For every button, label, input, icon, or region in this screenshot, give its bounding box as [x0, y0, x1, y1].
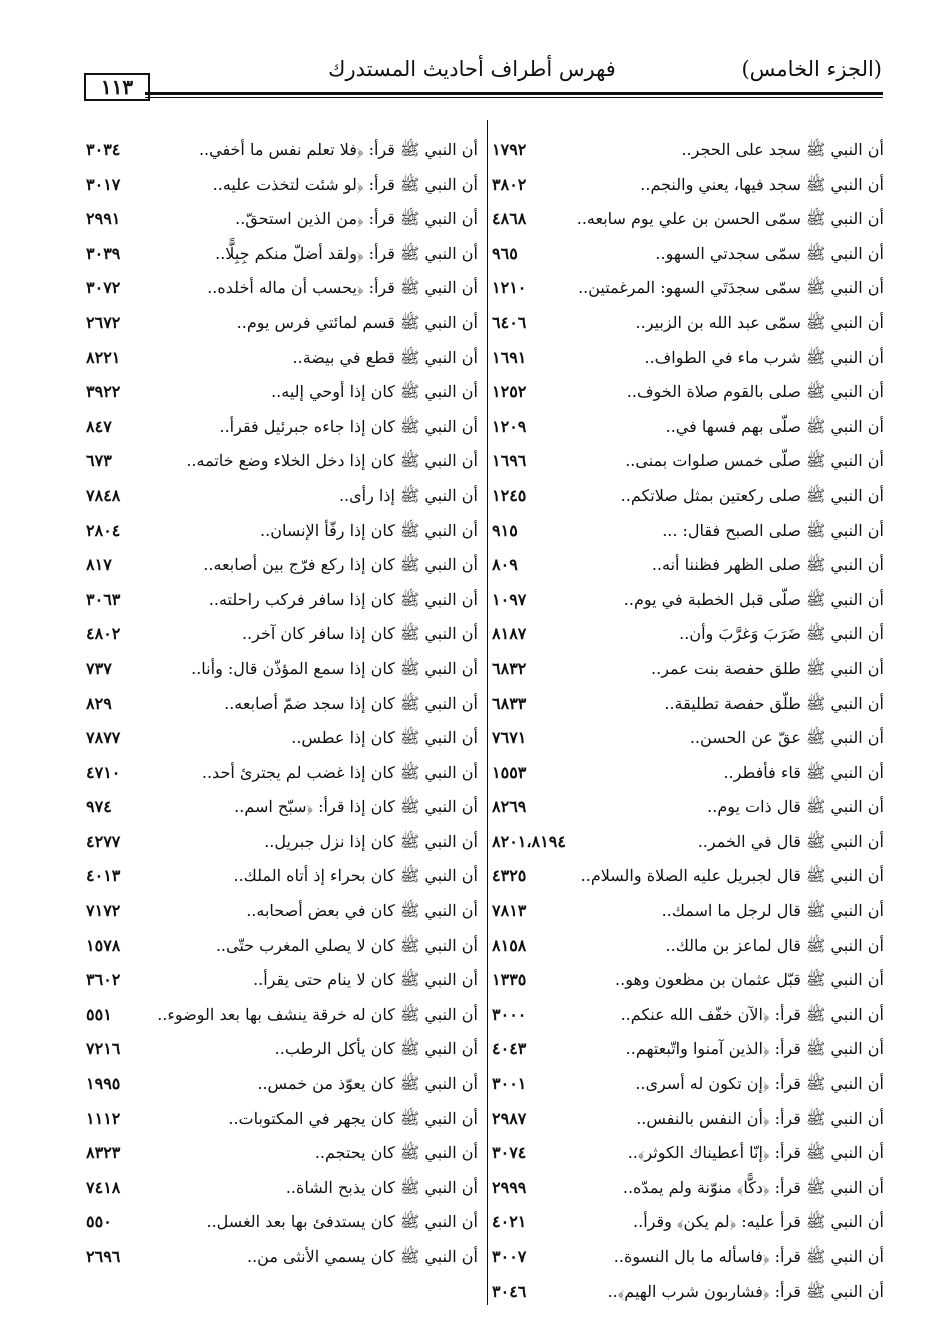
index-entry	[488, 168, 884, 203]
index-entry	[488, 790, 884, 825]
entry-text: أن النبي ﷺ سمّى سجدَتَي السهو: المرغمتين..	[578, 278, 884, 298]
entry-ref-number: ٨١٨٧	[492, 624, 527, 644]
index-entry	[82, 721, 478, 756]
entry-ref-number: ٩١٥	[492, 520, 518, 540]
index-entry	[82, 1205, 478, 1240]
entry-text: أن النبي ﷺ كان إذا ركع فرّج بين أصابعه..	[203, 555, 478, 575]
entry-text: أن النبي ﷺ قرأ: ﴿لو شئت لتخذت عليه..	[212, 174, 478, 194]
entry-text: أن النبي ﷺ كان لا ينام حتى يقرأ..	[253, 970, 478, 990]
entry-ref-number: ٧٣٧	[86, 658, 112, 678]
entry-text: أن النبي ﷺ صلى الصبح فقال: ...	[662, 520, 884, 540]
entry-ref-number: ٣٠٣٤	[86, 140, 121, 159]
index-entry	[488, 617, 884, 652]
entry-ref-number: ٤٠١٣	[86, 866, 121, 886]
index-entry	[488, 1205, 884, 1240]
entry-text: أن النبي ﷺ كان في بعض أصحابه..	[246, 901, 478, 921]
entry-ref-number: ١١١٢	[86, 1108, 121, 1128]
entry-ref-number: ٤٠٢١	[492, 1212, 527, 1232]
entry-ref-number: ٢٦٧٢	[86, 312, 121, 332]
index-entry	[488, 444, 884, 479]
entry-text: أن النبي ﷺ قال ذات يوم..	[707, 797, 884, 817]
index-entry	[488, 1067, 884, 1102]
entry-ref-number: ٧٢١٦	[86, 1039, 121, 1059]
index-entry	[82, 168, 478, 203]
entry-ref-number: ١٢٤٥	[492, 485, 527, 505]
entry-ref-number: ١٥٧٨	[86, 935, 121, 955]
index-entry	[82, 1171, 478, 1206]
entry-ref-number: ٨٢٦٩	[492, 797, 527, 817]
index-entry	[488, 1275, 884, 1310]
entry-text: أن النبي ﷺ كان إذا قرأ: ﴿سبّح اسم..	[234, 797, 478, 817]
entry-text: أن النبي ﷺ كان إذا سافر فركب راحلته..	[208, 589, 478, 609]
entry-ref-number: ١٣٣٥	[492, 970, 527, 990]
entry-ref-number: ٣٠٣٩	[86, 243, 121, 263]
index-entry	[82, 271, 478, 306]
entry-ref-number: ٣٠١٧	[86, 174, 121, 194]
entry-ref-number: ١٢٠٩	[492, 416, 527, 436]
index-entry	[82, 479, 478, 514]
entry-text: أن النبي ﷺ قرأ: ﴿فشاربون شرب الهيم﴾..	[607, 1281, 884, 1301]
index-entry	[82, 652, 478, 687]
index-entry	[488, 479, 884, 514]
index-entry	[488, 306, 884, 341]
entry-text: أن النبي ﷺ قاء فأفطر..	[723, 762, 884, 782]
entry-text: أن النبي ﷺ قرأ: ﴿من الذين استحقّ..	[235, 209, 478, 229]
index-entry	[82, 237, 478, 272]
entry-text: أن النبي ﷺ كان إذا عطس..	[291, 728, 478, 748]
entry-text: أن النبي ﷺ كان إذا دخل الخلاء وضع خاتمه..	[186, 451, 478, 471]
entry-ref-number: ٦٨٣٣	[492, 693, 527, 713]
entry-text: أن النبي ﷺ قسم لمائتي فرس يوم..	[236, 312, 478, 332]
index-entry	[488, 963, 884, 998]
entry-text: أن النبي ﷺ قبّل عثمان بن مظعون وهو..	[615, 970, 884, 990]
entry-text: أن النبي ﷺ صلى ركعتين بمثل صلاتكم..	[620, 485, 884, 505]
entry-ref-number: ٩٦٥	[492, 243, 518, 263]
index-entry	[488, 1136, 884, 1171]
entry-ref-number: ١٧٩٢	[492, 140, 527, 159]
index-entry	[488, 721, 884, 756]
index-entry	[82, 825, 478, 860]
entry-text: أن النبي ﷺ قرأ: ﴿الذين آمنوا واتّبعتهم..	[625, 1039, 884, 1059]
entry-ref-number: ٣٠٧٤	[492, 1143, 527, 1163]
entry-text: أن النبي ﷺ سجد على الحجر..	[681, 140, 884, 159]
entry-text: أن النبي ﷺ قرأ: ﴿ولقد أضلّ منكم جِبِلًّا..	[215, 243, 478, 263]
entry-text: أن النبي ﷺ قرأ عليه: ﴿لم يكن﴾ وقرأ..	[633, 1212, 884, 1232]
index-entry	[488, 548, 884, 583]
entry-text: أن النبي ﷺ سجد فيها، يعني والنجم..	[640, 174, 884, 194]
entry-ref-number: ١٦٩٦	[492, 451, 527, 471]
index-entry	[82, 929, 478, 964]
index-entry	[488, 1102, 884, 1137]
entry-text: أن النبي ﷺ كان إذا نزل جبريل..	[264, 831, 478, 851]
index-entry	[82, 894, 478, 929]
index-entry	[82, 375, 478, 410]
entry-text: أن النبي ﷺ صلى الظهر فظننا أنه..	[651, 555, 884, 575]
entry-ref-number: ٣٦٠٢	[86, 970, 121, 990]
index-entry	[488, 998, 884, 1033]
entry-ref-number: ٢٩٨٧	[492, 1108, 527, 1128]
entry-ref-number: ٨٢٢١	[86, 347, 121, 367]
entry-text: أن النبي ﷺ كان يسمي الأنثى من..	[246, 1247, 478, 1266]
entry-text: أن النبي ﷺ قرأ: ﴿أن النفس بالنفس..	[636, 1108, 884, 1128]
entry-ref-number: ٣٠٠٠	[492, 1004, 527, 1024]
entry-text: أن النبي ﷺ قرأ: ﴿إنّا أعطيناك الكوثر﴾..	[627, 1143, 884, 1163]
entry-ref-number: ٢٦٩٦	[86, 1247, 121, 1266]
entry-ref-number: ٦٨٣٢	[492, 658, 527, 678]
index-entry	[488, 271, 884, 306]
entry-text: أن النبي ﷺ صلّى بهم فسها في..	[665, 416, 884, 436]
entry-ref-number: ٩٧٤	[86, 797, 112, 817]
index-entry	[488, 825, 884, 860]
entry-ref-number: ٨٢٠١،٨١٩٤	[492, 831, 566, 851]
entry-text: أن النبي ﷺ كان إذا جاءه جبرئيل فقرأ..	[219, 416, 478, 436]
index-entry	[488, 756, 884, 791]
index-entry	[82, 514, 478, 549]
entry-ref-number: ٧٨١٣	[492, 901, 527, 921]
entry-ref-number: ٧٤١٨	[86, 1177, 121, 1197]
entry-text: أن النبي ﷺ كان يجهر في المكتوبات..	[228, 1108, 478, 1128]
entry-ref-number: ٣٠٠٧	[492, 1247, 527, 1266]
index-entry	[488, 202, 884, 237]
entry-text: أن النبي ﷺ قرأ: ﴿يحسب أن ماله أخلده..	[207, 278, 478, 298]
entry-ref-number: ٣٠٦٣	[86, 589, 121, 609]
entry-ref-number: ٢٩٩٩	[492, 1177, 527, 1197]
right-column	[488, 133, 884, 1309]
entry-ref-number: ٨١٧	[86, 555, 112, 575]
entry-ref-number: ١٦٩١	[492, 347, 527, 367]
entry-ref-number: ٣٠٧٢	[86, 278, 121, 298]
left-column	[82, 133, 478, 1275]
running-title: فهرس أطراف أحاديث المستدرك	[328, 57, 616, 81]
index-entry	[82, 1067, 478, 1102]
entry-ref-number: ٤٧١٠	[86, 762, 121, 782]
entry-ref-number: ٣٨٠٢	[492, 174, 527, 194]
index-entry	[488, 859, 884, 894]
entry-text: أن النبي ﷺ كان إذا سمع المؤذّن قال: وأنا..	[191, 658, 478, 678]
entry-text: أن النبي ﷺ كان له خرقة ينشف بها بعد الوضوء..	[157, 1004, 478, 1024]
index-entry	[488, 1171, 884, 1206]
entry-ref-number: ٣٩٢٢	[86, 382, 121, 402]
entry-text: أن النبي ﷺ كان إذا رفّأ الإنسان..	[260, 520, 478, 540]
entry-text: أن النبي ﷺ عقّ عن الحسن..	[689, 728, 884, 748]
entry-ref-number: ٦٧٣	[86, 451, 112, 471]
index-entry	[82, 756, 478, 791]
entry-text: أن النبي ﷺ قرأ: ﴿فاسأله ما بال النسوة..	[613, 1247, 884, 1266]
entry-ref-number: ٥٥١	[86, 1004, 112, 1024]
entry-text: أن النبي ﷺ كان إذا سجد ضمّ أصابعه..	[224, 693, 478, 713]
entry-text: أن النبي ﷺ قال لماعز بن مالك..	[665, 935, 884, 955]
entry-ref-number: ١٢١٠	[492, 278, 527, 298]
index-entry	[488, 341, 884, 376]
entry-ref-number: ٧٨٧٧	[86, 728, 121, 748]
entry-text: أن النبي ﷺ كان بحراء إذ أتاه الملك..	[233, 866, 478, 886]
entry-ref-number: ٢٩٩١	[86, 209, 121, 229]
entry-ref-number: ١٢٥٢	[492, 382, 527, 402]
entry-ref-number: ٨١٥٨	[492, 935, 527, 955]
entry-ref-number: ٨٠٩	[492, 555, 518, 575]
entry-text: أن النبي ﷺ كان يحتجم..	[314, 1143, 478, 1163]
index-entry	[82, 998, 478, 1033]
header-rule-thin	[145, 97, 883, 98]
header-rule	[145, 92, 883, 95]
entry-text: أن النبي ﷺ طلق حفصة بنت عمر..	[651, 658, 884, 678]
index-entry	[488, 1240, 884, 1275]
entry-ref-number: ٤٢٧٧	[86, 831, 121, 851]
entry-ref-number: ١٩٩٥	[86, 1074, 121, 1094]
index-entry	[82, 410, 478, 445]
entry-ref-number: ٧٦٧١	[492, 728, 527, 748]
entry-ref-number: ٨٢٩	[86, 693, 112, 713]
entry-text: أن النبي ﷺ قال في الخمر..	[697, 831, 884, 851]
index-entry	[488, 894, 884, 929]
index-entry	[82, 1102, 478, 1137]
index-entry	[82, 583, 478, 618]
entry-text: أن النبي ﷺ قطع في بيضة..	[292, 347, 478, 367]
entry-text: أن النبي ﷺ قال لرجل ما اسمك..	[661, 901, 884, 921]
entry-text: أن النبي ﷺ صلّى خمس صلوات بمنى..	[625, 451, 884, 471]
entry-text: أن النبي ﷺ قال لجبريل عليه الصلاة والسلام..	[580, 866, 884, 886]
index-entry	[488, 375, 884, 410]
entry-text: أن النبي ﷺ صلى بالقوم صلاة الخوف..	[626, 382, 884, 402]
entry-text: أن النبي ﷺ شرب ماء في الطواف..	[644, 347, 884, 367]
index-entry	[82, 687, 478, 722]
entry-text: أن النبي ﷺ كان إذا سافر كان آخر..	[241, 624, 478, 644]
entry-text: أن النبي ﷺ كان يستدفئ بها بعد الغسل..	[206, 1212, 478, 1232]
index-entry	[82, 202, 478, 237]
index-entry	[488, 1032, 884, 1067]
entry-ref-number: ٤٠٤٣	[492, 1039, 527, 1059]
entry-text: أن النبي ﷺ كان يأكل الرطب..	[274, 1039, 478, 1059]
index-entry	[82, 133, 478, 168]
index-entry	[82, 341, 478, 376]
entry-text: أن النبي ﷺ طلّق حفصة تطليقة..	[664, 693, 884, 713]
index-entry	[488, 237, 884, 272]
entry-text: أن النبي ﷺ كان إذا أوحي إليه..	[271, 382, 478, 402]
index-entry	[82, 306, 478, 341]
entry-text: أن النبي ﷺ قرأ: ﴿دكًّا﴾ منوّنة ولم يمدّه..	[622, 1177, 884, 1197]
entry-text: أن النبي ﷺ إذا رأى..	[338, 485, 478, 505]
part-label: (الجزء الخامس)	[741, 57, 882, 81]
index-entry	[488, 410, 884, 445]
entry-ref-number: ٤٨٠٢	[86, 624, 121, 644]
entry-ref-number: ٨٣٢٣	[86, 1143, 121, 1163]
entry-ref-number: ٦٤٠٦	[492, 312, 527, 332]
index-entry	[488, 133, 884, 168]
index-entry	[82, 859, 478, 894]
entry-text: أن النبي ﷺ سمّى الحسن بن علي يوم سابعه..	[576, 209, 884, 229]
entry-text: أن النبي ﷺ كان يذبح الشاة..	[285, 1177, 478, 1197]
index-entry	[82, 444, 478, 479]
index-entry	[488, 652, 884, 687]
entry-ref-number: ١٠٩٧	[492, 589, 527, 609]
index-entry	[82, 963, 478, 998]
index-entry	[488, 514, 884, 549]
entry-ref-number: ٤٣٢٥	[492, 866, 527, 886]
index-entry	[82, 1032, 478, 1067]
entry-text: أن النبي ﷺ قرأ: ﴿إن تكون له أسرى..	[635, 1074, 884, 1094]
entry-text: أن النبي ﷺ كان إذا غضب لم يجترئ أحد..	[201, 762, 478, 782]
entry-ref-number: ٨٤٧	[86, 416, 112, 436]
index-entry	[488, 929, 884, 964]
entry-ref-number: ٢٨٠٤	[86, 520, 121, 540]
entry-ref-number: ٣٠٠١	[492, 1074, 527, 1094]
page-number: ١١٣	[84, 73, 150, 101]
entry-ref-number: ٤٨٦٨	[492, 209, 527, 229]
index-entry	[488, 687, 884, 722]
entry-text: أن النبي ﷺ قرأ: ﴿فلا تعلم نفس ما أخفي..	[198, 140, 478, 159]
entry-text: أن النبي ﷺ سمّى عبد الله بن الزبير..	[635, 312, 884, 332]
index-entry	[82, 1240, 478, 1275]
page-header	[82, 55, 882, 99]
index-entry	[488, 583, 884, 618]
entry-ref-number: ٧١٧٢	[86, 901, 121, 921]
entry-text: أن النبي ﷺ صلّى قبل الخطبة في يوم..	[623, 589, 884, 609]
index-entry	[82, 617, 478, 652]
index-entry	[82, 548, 478, 583]
entry-text: أن النبي ﷺ قرأ: ﴿الآن خفّف الله عنكم..	[620, 1004, 884, 1024]
entry-ref-number: ٧٨٤٨	[86, 485, 121, 505]
index-entry	[82, 790, 478, 825]
entry-ref-number: ٣٠٤٦	[492, 1281, 527, 1301]
index-entry	[82, 1136, 478, 1171]
entry-ref-number: ٥٥٠	[86, 1212, 112, 1232]
entry-text: أن النبي ﷺ كان يعوّذ من خمس..	[257, 1074, 478, 1094]
entry-ref-number: ١٥٥٣	[492, 762, 527, 782]
entry-text: أن النبي ﷺ سمّى سجدتي السهو..	[655, 243, 884, 263]
entry-text: أن النبي ﷺ كان لا يصلي المغرب حتّى..	[215, 935, 478, 955]
entry-text: أن النبي ﷺ ضَرَبَ وَغرَّبَ وأن..	[679, 624, 884, 644]
